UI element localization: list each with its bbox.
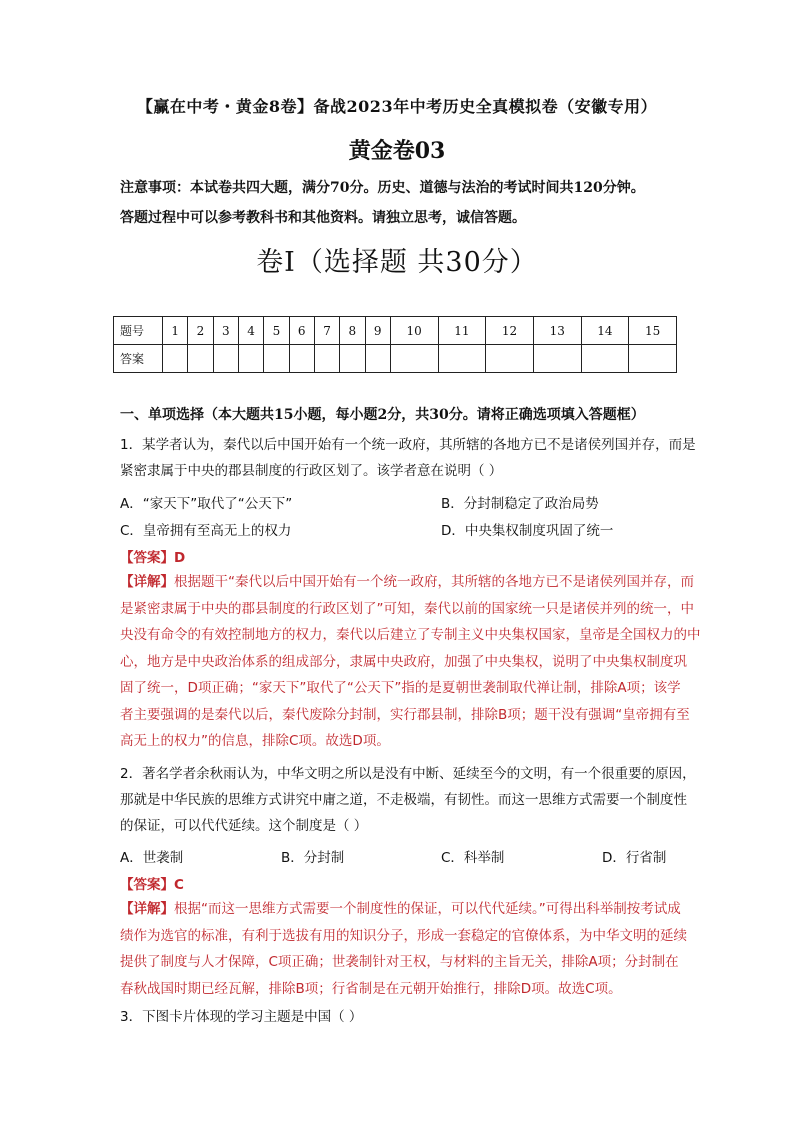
- answer-cell[interactable]: [629, 345, 677, 373]
- answer-cell[interactable]: [365, 345, 390, 373]
- q2-option-d: D．行省制: [602, 850, 667, 866]
- answer-cell[interactable]: [340, 345, 365, 373]
- q2-option-c: C．科举制: [441, 850, 505, 866]
- explanation-line: 央没有命令的有效控制地方的权力，秦代以后建立了专制主义中央集权国家，皇帝是全国权力的中: [120, 627, 701, 643]
- row-label-number: 题号: [114, 317, 163, 345]
- q2-explanation: [120, 896, 712, 1002]
- qnum-cell: 6: [289, 317, 314, 345]
- q1-option-a: A．“家天下”取代了“公天下”: [120, 496, 293, 512]
- answer-cell[interactable]: [163, 345, 188, 373]
- answer-table-number-row: [114, 317, 677, 345]
- q2-stem-line3: 的保证，可以代代延续。这个制度是（ ）: [120, 818, 368, 834]
- q2-stem-line2: 那就是中华民族的思维方式讲究中庸之道，不走极端，有韧性。而这一思维方式需要一个制度性: [120, 792, 687, 808]
- q1-explanation: [120, 569, 712, 755]
- qnum-cell: 11: [438, 317, 486, 345]
- exam-title: 【赢在中考・黄金8卷】备战2023年中考历史全真模拟卷（安徽专用）: [136, 97, 658, 116]
- qnum-cell: 13: [533, 317, 581, 345]
- answer-cell[interactable]: [314, 345, 339, 373]
- answer-cell[interactable]: [533, 345, 581, 373]
- notice-line-2: 答题过程中可以参考教科书和其他资料。请独立思考，诚信答题。: [120, 210, 526, 226]
- explanation-line: 高无上的权力”的信息，排除C项。故选D项。: [120, 733, 390, 749]
- qnum-cell: 3: [213, 317, 238, 345]
- qnum-cell: 12: [486, 317, 534, 345]
- q1-stem-line2: 紧密隶属于中央的郡县制度的行政区划了。该学者意在说明（ ）: [120, 463, 503, 479]
- qnum-cell: 1: [163, 317, 188, 345]
- answer-cell[interactable]: [238, 345, 263, 373]
- qnum-cell: 4: [238, 317, 263, 345]
- explanation-line: 固了统一，D项正确；“家天下”取代了“公天下”指的是夏朝世袭制取代禅让制，排除A项；该学: [120, 680, 681, 696]
- q1-option-c: C．皇帝拥有至高无上的权力: [120, 523, 292, 539]
- explanation-tag: 【详解】: [120, 574, 174, 590]
- explanation-line: 提供了制度与人才保障，C项正确；世袭制针对王权，与材料的主旨无关，排除A项；分封制在: [120, 954, 679, 970]
- q1-stem-line1: 1．某学者认为，秦代以后中国开始有一个统一政府，其所辖的各地方已不是诸侯列国并存，而是: [120, 437, 696, 453]
- qnum-cell: 5: [264, 317, 289, 345]
- paper-subtitle: 黄金卷03: [348, 138, 446, 164]
- answer-value: C: [174, 877, 184, 893]
- q2-option-b: B．分封制: [281, 850, 345, 866]
- answer-table: [113, 316, 677, 373]
- q1-option-d: D．中央集权制度巩固了统一: [441, 523, 614, 539]
- explanation-line: 是紧密隶属于中央的郡县制度的行政区划了”可知，秦代以前的国家统一只是诸侯并列的统一，中: [120, 600, 694, 617]
- explanation-line: 【详解】根据“而这一思维方式需要一个制度性的保证，可以代代延续。”可得出科举制按考试成: [120, 901, 681, 917]
- answer-cell[interactable]: [264, 345, 289, 373]
- qnum-cell: 2: [188, 317, 213, 345]
- explanation-line: 者主要强调的是秦代以后，秦代废除分封制，实行郡县制，排除B项；题干没有强调“皇帝拥有至: [120, 706, 690, 723]
- q2-option-a: A．世袭制: [120, 850, 184, 866]
- answer-cell[interactable]: [390, 345, 438, 373]
- answer-tag: 【答案】: [120, 550, 174, 566]
- q2-answer: [120, 873, 184, 893]
- section-title: 卷Ⅰ（选择题 共30分）: [256, 247, 538, 278]
- q1-answer: [120, 546, 185, 566]
- explanation-line: 心，地方是中央政治体系的组成部分，隶属中央政府，加强了中央集权，说明了中央集权制度巩: [120, 653, 687, 670]
- row-label-answer: 答案: [114, 345, 163, 373]
- answer-cell[interactable]: [289, 345, 314, 373]
- explanation-line: 绩作为选官的标准，有利于选拔有用的知识分子，形成一套稳定的官僚体系，为中华文明的延续: [120, 927, 687, 944]
- answer-cell[interactable]: [581, 345, 629, 373]
- explanation-line: 春秋战国时期已经瓦解，排除B项；行省制是在元朝开始推行，排除D项。故选C项。: [120, 980, 622, 997]
- part1-heading: 一、单项选择（本大题共15小题，每小题2分，共30分。请将正确选项填入答题框）: [120, 407, 645, 423]
- qnum-cell: 7: [314, 317, 339, 345]
- explanation-tag: 【详解】: [120, 901, 174, 917]
- answer-tag: 【答案】: [120, 877, 174, 893]
- answer-table-answer-row: [114, 345, 677, 373]
- q2-stem-line1: 2．著名学者余秋雨认为，中华文明之所以是没有中断、延续至今的文明，有一个很重要的原因，: [120, 766, 696, 782]
- answer-cell[interactable]: [438, 345, 486, 373]
- answer-cell[interactable]: [213, 345, 238, 373]
- answer-cell[interactable]: [486, 345, 534, 373]
- notice-line-1: 注意事项：本试卷共四大题，满分70分。历史、道德与法治的考试时间共120分钟。: [120, 180, 645, 196]
- explanation-line: 【详解】根据题干“秦代以后中国开始有一个统一政府，其所辖的各地方已不是诸侯列国并存，而: [120, 574, 694, 590]
- q1-option-b: B．分封制稳定了政治局势: [441, 496, 599, 512]
- answer-cell[interactable]: [188, 345, 213, 373]
- answer-value: D: [174, 550, 186, 566]
- qnum-cell: 8: [340, 317, 365, 345]
- qnum-cell: 9: [365, 317, 390, 345]
- qnum-cell: 14: [581, 317, 629, 345]
- qnum-cell: 10: [390, 317, 438, 345]
- qnum-cell: 15: [629, 317, 677, 345]
- q3-stem-line1: 3．下图卡片体现的学习主题是中国（ ）: [120, 1009, 363, 1025]
